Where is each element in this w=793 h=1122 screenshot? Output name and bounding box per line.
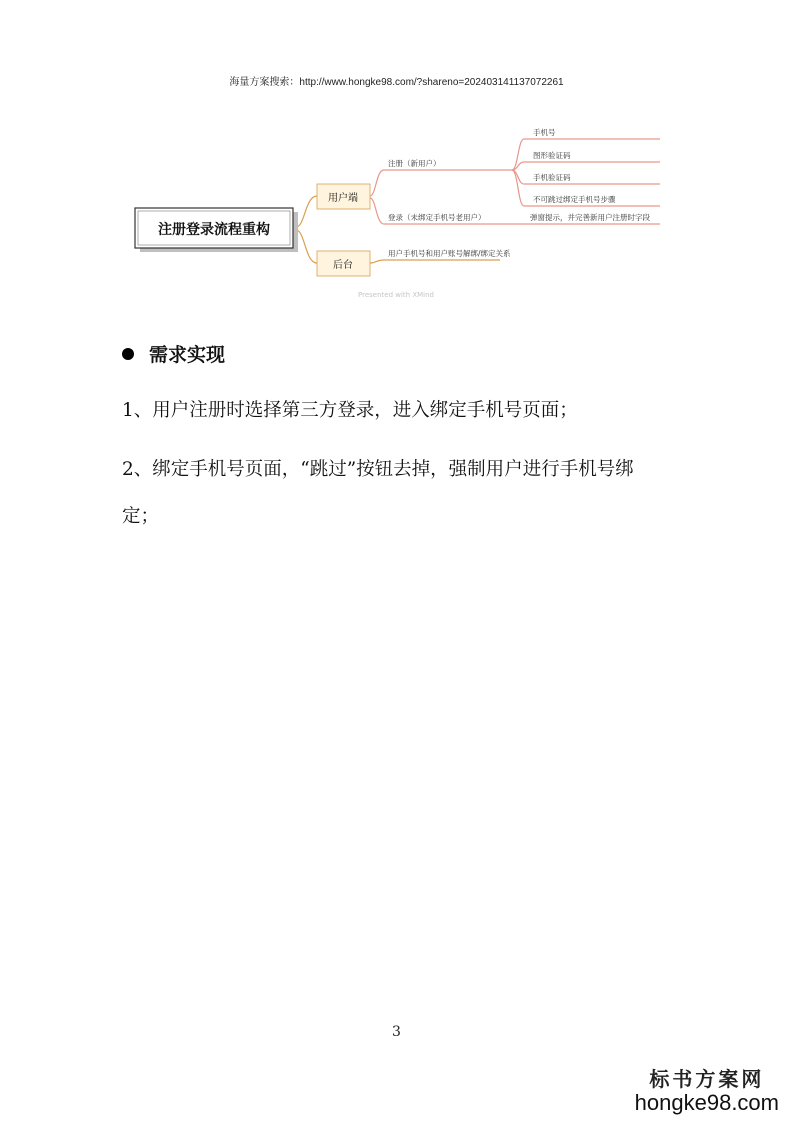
watermark-en: hongke98.com — [634, 1090, 779, 1115]
bullet-dot-icon — [122, 348, 134, 360]
connector-root-user — [296, 196, 317, 227]
reg-item-4: 不可跳过绑定手机号步骤 — [533, 195, 616, 204]
connector-user-login — [370, 198, 384, 224]
paragraph-1: 1、用户注册时选择第三方登录，进入绑定手机号页面； — [122, 400, 578, 421]
connector-user-register — [370, 170, 384, 196]
admin-note: 用户手机号和用户账号解绑/绑定关系 — [388, 249, 511, 258]
branch-admin-label: 后台 — [333, 260, 353, 271]
paragraph-2: 2、绑定手机号页面，“跳过”按钮去掉，强制用户进行手机号绑定； — [122, 459, 634, 527]
section-heading — [122, 340, 225, 367]
branch-user-label: 用户端 — [328, 193, 358, 204]
connector-root-admin — [296, 230, 317, 263]
root-label: 注册登录流程重构 — [158, 222, 270, 238]
mindmap-footer: Presented with XMind — [358, 291, 434, 299]
login-label: 登录（未绑定手机号老用户） — [388, 213, 486, 222]
reg-item-3: 手机验证码 — [533, 173, 571, 182]
reg-item-2: 图形验证码 — [533, 151, 571, 160]
page-number: 3 — [392, 1024, 401, 1040]
reg-item-1: 手机号 — [533, 128, 556, 137]
connector-reg-4 — [512, 170, 524, 206]
mindmap-diagram — [0, 0, 793, 310]
section-heading-text: 需求实现 — [149, 344, 226, 366]
register-label: 注册（新用户） — [388, 159, 441, 168]
watermark-cn: 标书方案网 — [649, 1067, 765, 1091]
watermark-logo — [635, 1063, 779, 1116]
login-note: 弹窗提示，并完善新用户注册时字段 — [530, 213, 650, 222]
connector-admin-note — [370, 260, 384, 263]
header-url-text: 海量方案搜索：http://www.hongke98.com/?shareno=20240314113707226​1 — [229, 77, 564, 88]
